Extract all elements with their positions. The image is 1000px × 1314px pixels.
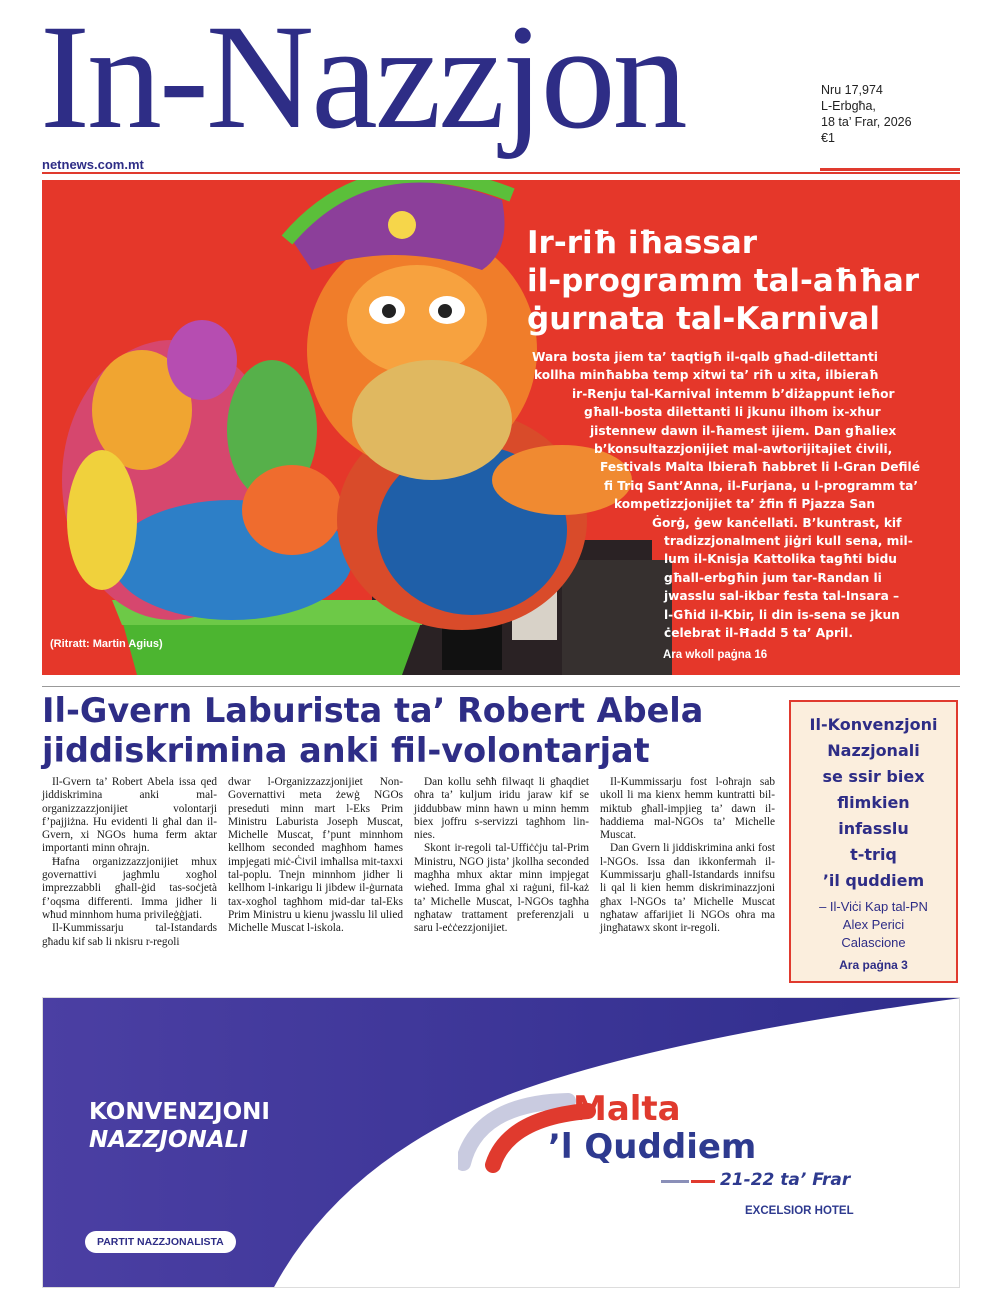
- sidebar-attribution-line: Calascione: [841, 935, 906, 950]
- masthead-title: In-Nazzjon: [40, 0, 685, 160]
- lead-body-line: għall-bosta dilettanti li jkunu ilhom ix-xhur: [584, 405, 881, 420]
- issue-price: €1: [821, 131, 835, 145]
- lead-headline-line: il-programm tal-aħħar: [527, 263, 920, 299]
- sidebar-attribution: [799, 898, 948, 952]
- lead-body-line: ċelebrat il-Ħadd 5 ta’ April.: [664, 626, 853, 641]
- convention-advertisement[interactable]: [42, 997, 960, 1288]
- party-name-badge: PARTIT NAZZJONALISTA: [85, 1231, 236, 1253]
- sidebar-title-line: flimkien: [837, 793, 910, 812]
- lead-see-more-link[interactable]: Ara wkoll paġna 16: [663, 649, 768, 661]
- issue-day: L-Erbgħa,: [821, 99, 876, 113]
- lead-body-line: kollha minħabba temp xitwi ta’ riħ u xita, ilbieraħ: [534, 368, 879, 383]
- lead-headline-line: Ir-riħ iħassar: [527, 225, 758, 261]
- sidebar-title-line: Il-Konvenzjoni: [809, 715, 938, 734]
- masthead-divider: [42, 172, 960, 174]
- lead-body: [532, 348, 942, 643]
- article-paragraph: Dan Gvern li jiddiskrimina anki fost l-NGOs. Issa dan ikkonfermah il-Kummissarju għall-Istandards innifsu li qal li kien hemm diskriminazzjoni għax l-NGOs ta’ Michelle Muscat ngħataw affarijiet li NGOs oħra ma jingħatawx skont ir-regoli.: [600, 842, 775, 935]
- article-column: [600, 776, 775, 936]
- lead-body-line: ir-Renju tal-Karnival intemm b’diżappunt ieħor: [572, 386, 895, 401]
- sidebar-teaser[interactable]: [789, 700, 958, 983]
- sidebar-attribution-line: Alex Perici: [842, 917, 905, 932]
- article-paragraph: Il-Gvern ta’ Robert Abela issa qed jiddiskrimina anki mal-organizzazzjonijiet volontarji f’pajjiżna. Hu evidenti li għal dan il-Gvern, xi NGOs huma ferm aktar importanti minn oħrajn.: [42, 776, 217, 855]
- article-column: [42, 776, 217, 949]
- article-column: [228, 776, 403, 936]
- masthead-divider: [820, 168, 960, 171]
- article-paragraph: Skont ir-regoli tal-Uffiċċju tal-Prim Ministru, NGO jista’ jkollha seconded magħha mhux aktar minn impjegat wieħed. Imma għal xi raġuni, fil-każ ta’ Michelle Muscat, l-NGOs tagħha ngħataw trattament preferenzjali u saru l-eċċezzjonijiet.: [414, 842, 589, 935]
- ad-dates: 21-22 ta’ Frar: [720, 1170, 851, 1190]
- ad-dash: [691, 1180, 715, 1183]
- lead-body-line: għall-erbgħin jum tar-Randan li: [664, 570, 882, 585]
- lead-body-line: lum il-Knisja Kattolika tagħti bidu: [664, 552, 897, 567]
- lead-body-line: b’konsultazzjonijiet mal-awtorijitajiet ċivili,: [594, 442, 893, 457]
- lead-body-line: tradizzjonalment jiġri kull sena, mil-: [664, 534, 913, 549]
- lead-body-line: fi Triq Sant’Anna, il-Furjana, u l-programm ta’: [604, 478, 918, 493]
- article-paragraph: Ħafna organizzazzjonijiet mhux governattivi jagħmlu xogħol imprezzabbli għall-ġid tas-soċjetà f’oqsma differenti. Imma jidher li wħud minnhom huma privileġġjati.: [42, 855, 217, 921]
- issue-info: [821, 82, 912, 146]
- lead-headline-line: ġurnata tal-Karnival: [527, 301, 880, 337]
- sidebar-attribution-line: – Il-Viċi Kap tal-PN: [819, 899, 928, 914]
- second-headline-line: Il-Gvern Laburista ta’ Robert Abela: [42, 691, 704, 730]
- ad-title-line: NAZZJONALI: [89, 1127, 248, 1153]
- sidebar-title-line: ’il quddiem: [822, 871, 925, 890]
- lead-body-line: l-Għid il-Kbir, li din is-sena se jkun: [664, 607, 900, 622]
- article-paragraph: dwar l-Organizzazzjonijiet Non-Governattivi meta żewġ NGOs preseduti minn mart l-Eks Prim Ministru Laburista Joseph Muscat, Michelle Muscat, f’punt minnhom kellhom seconded magħhom ħames impjegati miċ-Ċivil imħallsa mit-taxxi tal-poplu. Tnejn minnhom jidher li kellhom l-inkarigu li jibdew il-ġurnata tax-xogħol tagħhom mid-dar tal-Eks Prim Ministru u kienu jwasslu lil ulied Michelle Muscat l-iskola.: [228, 776, 403, 935]
- ad-title-line: KONVENZJONI: [89, 1099, 270, 1125]
- article-paragraph: Dan kollu seħħ filwaqt li għaqdiet oħra ta’ kuljum iridu jaraw kif se jiddubbaw minn hawn u minn hemm biex joffru s-servizzi tagħhom lin-nies.: [414, 776, 589, 842]
- lead-body-line: Wara bosta jiem ta’ taqtigħ il-qalb għad-dilettanti: [532, 350, 878, 364]
- site-url[interactable]: netnews.com.mt: [42, 157, 144, 172]
- sidebar-title-line: se ssir biex: [822, 767, 925, 786]
- ad-slogan-line: ’l Quddiem: [548, 1127, 757, 1167]
- lead-body-line: jistennew dawn il-ħamest ijiem. Dan għaliex: [590, 423, 897, 438]
- ad-dash: [661, 1180, 689, 1183]
- article-paragraph: Il-Kummissarju tal-Istandards għadu kif sab li nkisru r-regoli: [42, 922, 217, 948]
- second-story-headline[interactable]: [42, 691, 782, 771]
- lead-body-line: jwasslu sal-ikbar festa tal-Insara –: [664, 589, 900, 604]
- lead-body-line: Ġorġ, ġew kanċellati. B’kuntrast, kif: [652, 515, 902, 530]
- issue-date: 18 ta’ Frar, 2026: [821, 115, 912, 129]
- article-column: [414, 776, 589, 936]
- ad-venue: EXCELSIOR HOTEL: [745, 1205, 854, 1217]
- sidebar-title: [799, 712, 948, 894]
- sidebar-see-more-link[interactable]: Ara paġna 3: [839, 958, 908, 972]
- lead-headline[interactable]: [527, 224, 947, 338]
- photo-credit: (Ritratt: Martin Agius): [50, 638, 163, 650]
- lead-body-line: kompetizzjonijiet ta’ żfin fi Pjazza San: [614, 497, 876, 512]
- issue-number: Nru 17,974: [821, 83, 883, 97]
- lead-story: [42, 180, 960, 675]
- ad-title: [89, 1098, 270, 1154]
- sidebar-title-line: infasslu: [838, 819, 909, 838]
- ad-slogan-line: Malta: [573, 1089, 681, 1129]
- article-paragraph: Il-Kummissarju fost l-oħrajn sab ukoll li ma kienx hemm kuntratti bil-miktub għall-impjieg ta’ dawn il-ħaddiema mal-NGOs ta’ Michelle Muscat.: [600, 776, 775, 842]
- lead-body-line: Festivals Malta lbieraħ ħabbret li l-Gran Defilé: [600, 460, 920, 475]
- sidebar-title-line: Nazzjonali: [827, 741, 920, 760]
- section-divider: [42, 686, 960, 687]
- sidebar-title-line: t-triq: [850, 845, 897, 864]
- second-headline-line: jiddiskrimina anki fil-volontarjat: [42, 731, 650, 770]
